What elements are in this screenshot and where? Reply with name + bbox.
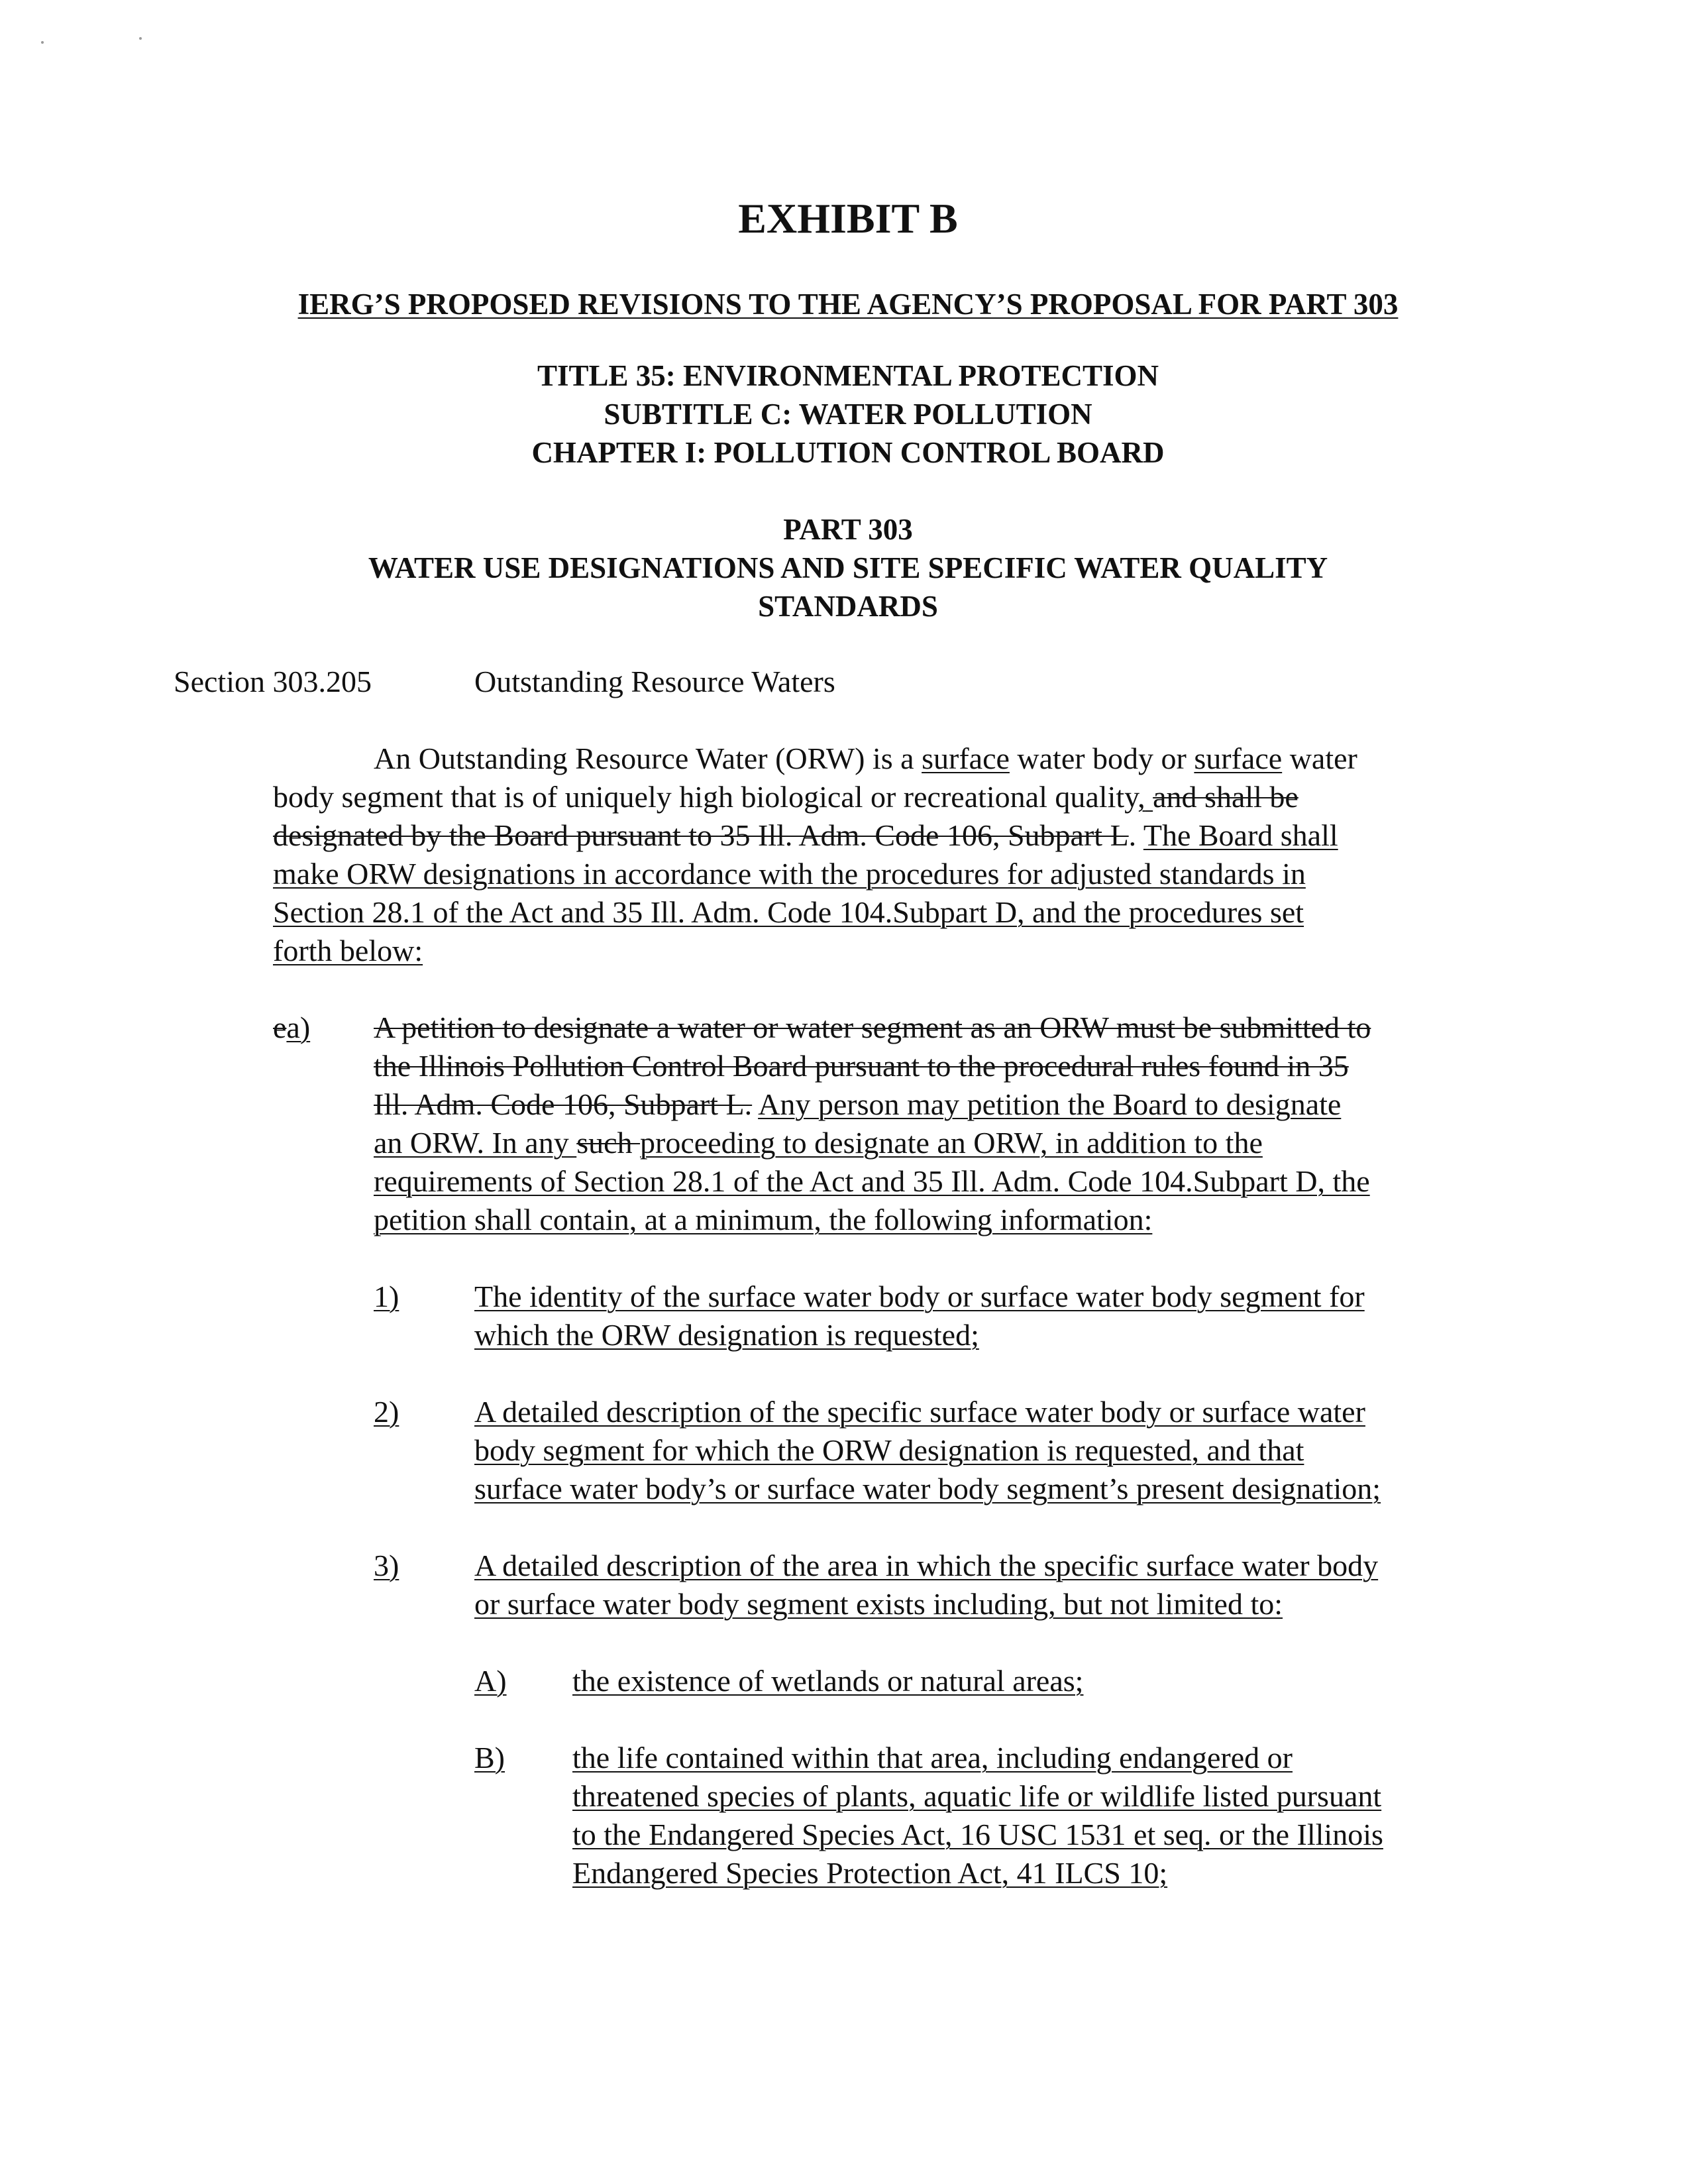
sub-item-line: Endangered Species Protection Act, 41 ILCS 10;	[572, 1856, 1168, 1890]
part-title-line-1: WATER USE DESIGNATIONS AND SITE SPECIFIC WATER QUALITY	[368, 551, 1328, 584]
inserted-text: Any person may petition the Board to designate	[758, 1087, 1342, 1121]
sub-item-line: the existence of wetlands or natural areas;	[572, 1664, 1084, 1698]
deleted-text: A petition to designate a water or water segment as an ORW must be submitted to	[374, 1010, 1371, 1044]
deleted-text: such	[576, 1126, 641, 1160]
item-a-line	[374, 1009, 1371, 1047]
sub-item-line: the life contained within that area, including endangered or	[572, 1741, 1293, 1774]
inserted-text: surface	[922, 741, 1010, 775]
sub-item-label: B)	[474, 1741, 505, 1774]
item-line: A detailed description of the area in which the specific surface water body	[474, 1549, 1379, 1582]
item-line: which the ORW designation is requested;	[474, 1318, 979, 1352]
item-line: surface water body’s or surface water body segment’s present designation;	[474, 1472, 1381, 1505]
exhibit-title: EXHIBIT B	[738, 195, 958, 242]
deleted-text: the Illinois Pollution Control Board pursuant to the procedural rules found in 35	[374, 1049, 1349, 1083]
item-a-line: an ORW. In any such proceeding to designate an ORW, in addition to the	[374, 1126, 1263, 1160]
sub-item-label: A)	[474, 1664, 507, 1698]
item-a-label: ea)	[273, 1010, 311, 1044]
item-label: 2)	[374, 1395, 399, 1429]
deleted-text: designated by the Board pursuant to 35 Ill. Adm. Code 106, Subpart L	[273, 818, 1129, 852]
item-label: 3)	[374, 1549, 399, 1582]
intro-line: body segment that is of uniquely high biological or recreational quality, and shall be	[273, 780, 1298, 814]
item-line: The identity of the surface water body or surface water body segment for	[474, 1280, 1365, 1313]
title-35-heading: TITLE 35: ENVIRONMENTAL PROTECTION	[537, 359, 1159, 392]
deleted-text: and shall be	[1153, 780, 1298, 814]
item-a-line	[374, 1047, 1349, 1085]
intro-line: designated by the Board pursuant to 35 Ill. Adm. Code 106, Subpart L. The Board shall	[273, 818, 1338, 852]
item-a-line: petition shall contain, at a minimum, the following information:	[374, 1203, 1153, 1236]
item-line: or surface water body segment exists including, but not limited to:	[474, 1587, 1283, 1621]
item-a-line: requirements of Section 28.1 of the Act and 35 Ill. Adm. Code 104.Subpart D, the	[374, 1164, 1370, 1198]
inserted-text: ,	[1138, 780, 1145, 814]
exhibit-subtitle: IERG’S PROPOSED REVISIONS TO THE AGENCY’S PROPOSAL FOR PART 303	[297, 288, 1399, 321]
part-title-line-2: STANDARDS	[758, 590, 938, 623]
item-line: body segment for which the ORW designation is requested, and that	[474, 1433, 1304, 1467]
inserted-text: surface	[1194, 741, 1283, 775]
intro-line: forth below:	[273, 934, 423, 967]
section-title: Outstanding Resource Waters	[474, 665, 835, 698]
intro-line: make ORW designations in accordance with the procedures for adjusted standards in	[273, 857, 1306, 891]
item-line: A detailed description of the specific surface water body or surface water	[474, 1395, 1365, 1429]
sub-item-line: to the Endangered Species Act, 16 USC 1531 et seq. or the Illinois	[572, 1818, 1383, 1851]
chapter-heading: CHAPTER I: POLLUTION CONTROL BOARD	[531, 436, 1165, 469]
intro-line: Section 28.1 of the Act and 35 Ill. Adm. Code 104.Subpart D, and the procedures set	[273, 895, 1304, 929]
scan-speck	[139, 37, 142, 40]
scan-speck	[41, 41, 44, 44]
intro-line: An Outstanding Resource Water (ORW) is a surface water body or surface water	[374, 741, 1357, 775]
part-number: PART 303	[783, 513, 913, 546]
item-label: 1)	[374, 1280, 399, 1313]
section-number: Section 303.205	[174, 665, 372, 698]
item-a-line	[374, 1085, 1341, 1124]
sub-item-line: threatened species of plants, aquatic life or wildlife listed pursuant	[572, 1779, 1382, 1813]
subtitle-c-heading: SUBTITLE C: WATER POLLUTION	[604, 398, 1092, 431]
inserted-text: The Board shall	[1143, 818, 1338, 852]
deleted-text: Ill. Adm. Code 106, Subpart L.	[374, 1087, 753, 1121]
